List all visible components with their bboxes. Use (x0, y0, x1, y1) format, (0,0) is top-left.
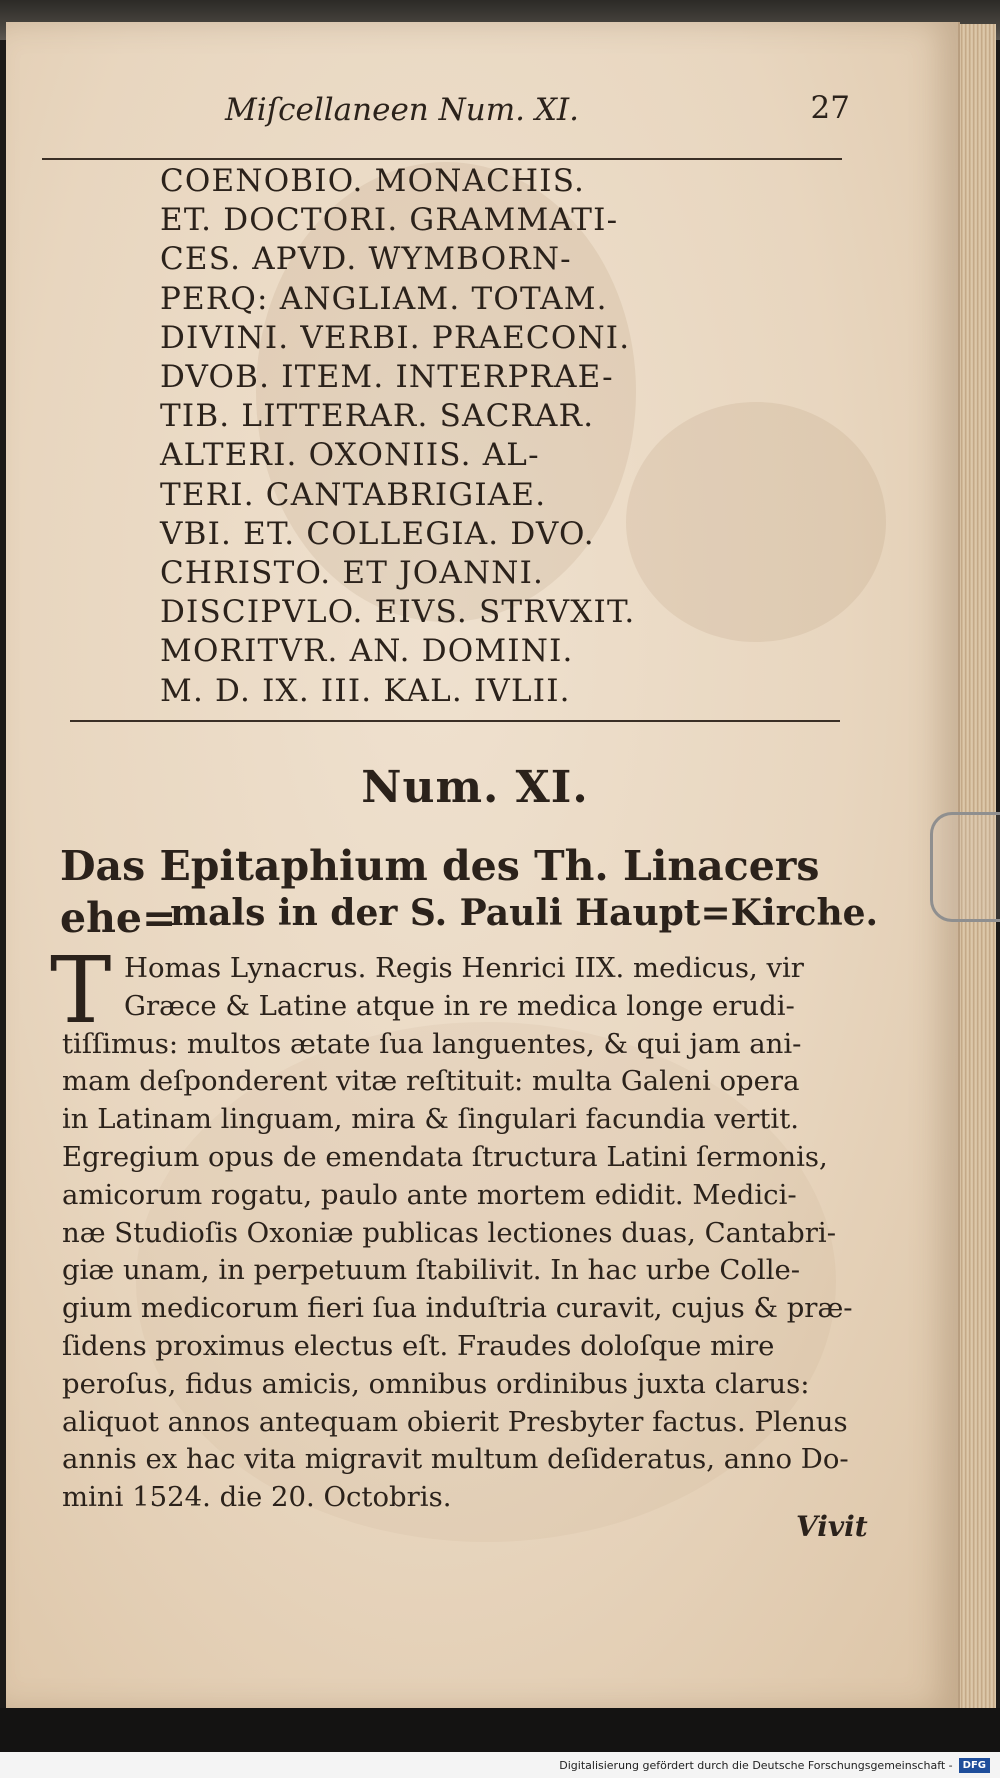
body-line: mini 1524. die 20. Octobris. (62, 1481, 452, 1514)
body-line: amicorum rogatu, paulo ante mortem edidit. Medici- (62, 1178, 797, 1211)
body-line: ſidens proximus electus eſt. Fraudes doloſque mire (62, 1329, 775, 1362)
inscription-line: VBI. ET. COLLEGIA. DVO. (160, 515, 595, 552)
body-line: Homas Lynacrus. Regis Henrici IIX. medicus, vir (124, 952, 804, 984)
body-line: mam deſponderent vitæ reſtituit: multa Galeni opera (62, 1065, 800, 1098)
inscription-line: CES. APVD. WYMBORN- (160, 241, 572, 278)
page-number: 27 (810, 90, 850, 126)
body-line: næ Studioſis Oxoniæ publicas lectiones duas, Cantabri- (62, 1216, 837, 1249)
body-line: aliquot annos antequam obierit Presbyter factus. Plenus (62, 1405, 848, 1438)
inscription-line: MORITVR. AN. DOMINI. (160, 633, 574, 670)
inscription-line: COENOBIO. MONACHIS. (160, 163, 586, 199)
header-rule (42, 158, 842, 160)
drop-cap: T (50, 937, 112, 1044)
body-line: Græce & Latine atque in re medica longe erudi- (124, 989, 795, 1022)
page-clip (930, 812, 1000, 922)
body-line: Egregium opus de emendata ſtructura Latini ſermonis, (62, 1140, 828, 1173)
inscription-line: M. D. IX. III. KAL. IVLII. (160, 672, 571, 709)
section-title-line-2: mals in der S. Pauli Haupt=Kirche. (170, 892, 879, 934)
latin-inscription (160, 162, 680, 711)
section-rule (70, 720, 840, 722)
inscription-line: ET. DOCTORI. GRAMMATI- (160, 202, 619, 239)
body-line: in Latinam linguam, mira & ſingulari facundia vertit. (62, 1103, 800, 1136)
body-paragraph (62, 950, 872, 1517)
running-header (60, 92, 850, 136)
body-line: gium medicorum fieri ſua induſtria curavit, cujus & præ- (62, 1292, 853, 1325)
inscription-line: TIB. LITTERAR. SACRAR. (160, 398, 595, 435)
inscription-line: ALTERI. OXONIIS. AL- (160, 437, 540, 474)
inscription-line: DISCIPVLO. EIVS. STRVXIT. (160, 594, 636, 631)
body-line: peroſus, fidus amicis, omnibus ordinibus juxta clarus: (62, 1367, 810, 1400)
body-line: giæ unam, in perpetuum ſtabilivit. In hac urbe Colle- (62, 1254, 801, 1287)
catchword: Vivit (796, 1510, 868, 1543)
section-number-heading: Num. XI. (361, 762, 589, 813)
dfg-logo: DFG (959, 1758, 990, 1773)
inscription-line: TERI. CANTABRIGIAE. (160, 476, 547, 513)
digitization-credit: Digitalisierung gefördert durch die Deutsche Forschungsgemeinschaft - (559, 1758, 953, 1772)
section-title-line-1: Das Epitaphium des Th. Linacers ehe= (60, 842, 820, 942)
inscription-line: DVOB. ITEM. INTERPRAE- (160, 359, 614, 396)
digitization-credit-bar (0, 1752, 1000, 1778)
body-line: tiſſimus: multos ætate ſua languentes, & qui jam ani- (62, 1027, 802, 1060)
inscription-line: DIVINI. VERBI. PRAECONI. (160, 319, 631, 356)
inscription-line: PERQ: ANGLIAM. TOTAM. (160, 280, 608, 317)
inscription-line: CHRISTO. ET JOANNI. (160, 555, 545, 592)
scan-background (0, 1708, 1000, 1752)
body-line: annis ex hac vita migravit multum deſideratus, anno Do- (62, 1443, 849, 1476)
running-title: Miſcellaneen Num. XI. (225, 92, 579, 128)
